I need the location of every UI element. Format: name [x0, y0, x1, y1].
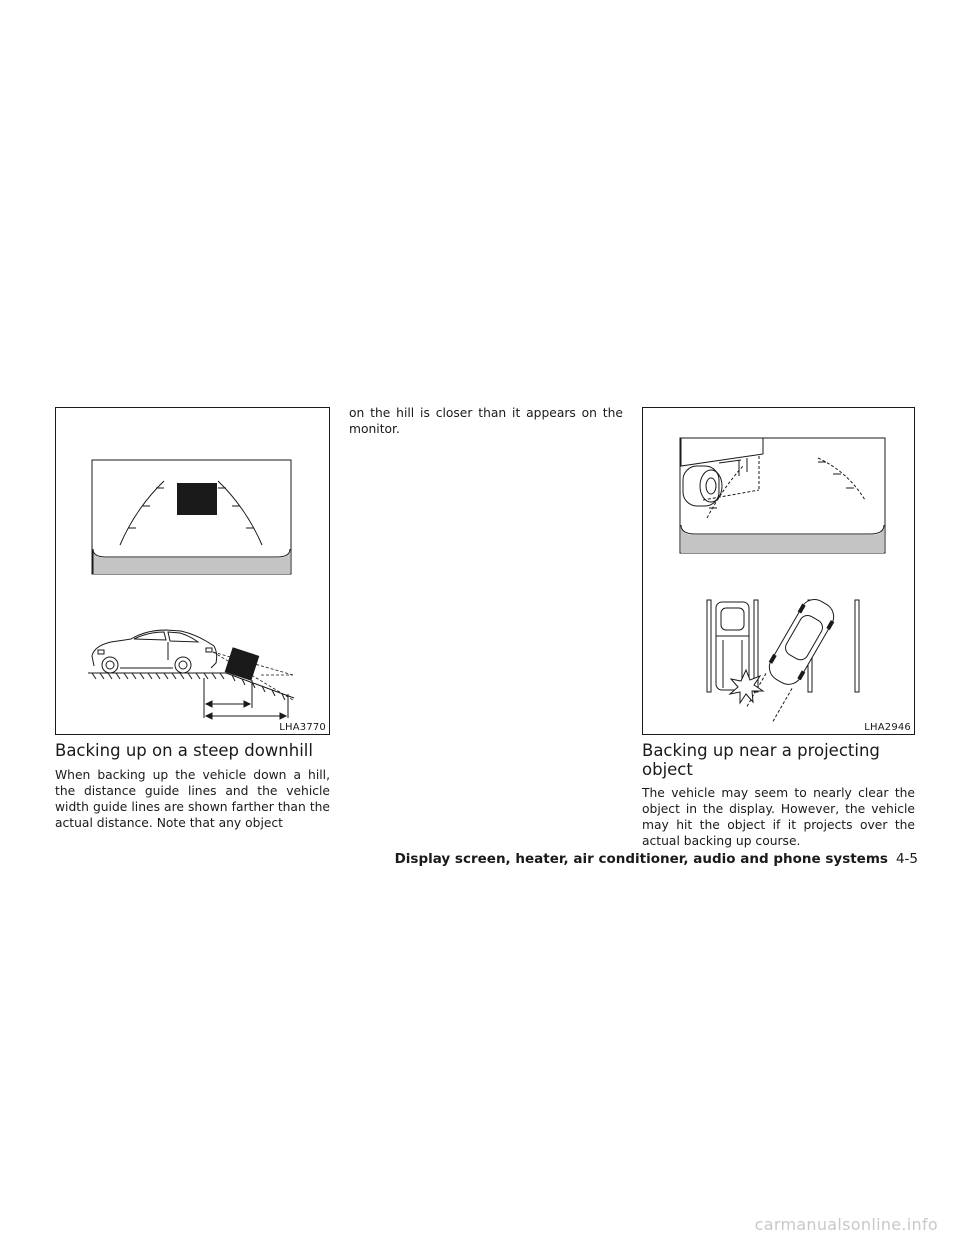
paragraph-downhill-part2: on the hill is closer than it appears on the monitor. — [349, 406, 623, 436]
parking-top-view — [707, 594, 859, 723]
sedan-side-view — [92, 630, 217, 673]
footer-section-title: Display screen, heater, air conditioner, audio and phone systems — [394, 851, 888, 867]
paragraph-projecting-object: The vehicle may seem to nearly clear the object in the display. However, the vehicle may hit the object if it projects over the actual backing up course. — [642, 786, 915, 848]
figure-code: LHA3770 — [279, 722, 326, 733]
monitor-screen — [680, 438, 885, 553]
heading-line-1: Backing up near a projecting — [642, 741, 880, 760]
heading-line-2: object — [642, 760, 693, 779]
projecting-object-illustration — [643, 408, 916, 736]
heading-steep-downhill: Backing up on a steep downhill — [55, 741, 313, 760]
figure-steep-downhill — [55, 407, 330, 735]
page-footer — [395, 851, 918, 867]
figure-code: LHA2946 — [864, 722, 911, 733]
monitor-screen — [92, 460, 291, 574]
obstacle-box — [225, 647, 260, 680]
distance-arrows — [204, 678, 288, 719]
page-number: 4-5 — [895, 851, 918, 867]
heading-projecting-object — [642, 741, 917, 779]
watermark-text: carmanualsonline.info — [754, 1215, 938, 1234]
hill-ground — [88, 673, 294, 700]
figure-projecting-object — [642, 407, 915, 735]
downhill-illustration — [56, 408, 331, 736]
paragraph-downhill-part1: When backing up the vehicle down a hill, the distance guide lines and the vehicle width guide lines are shown farther than the actual distance. Note that any object — [55, 768, 330, 830]
